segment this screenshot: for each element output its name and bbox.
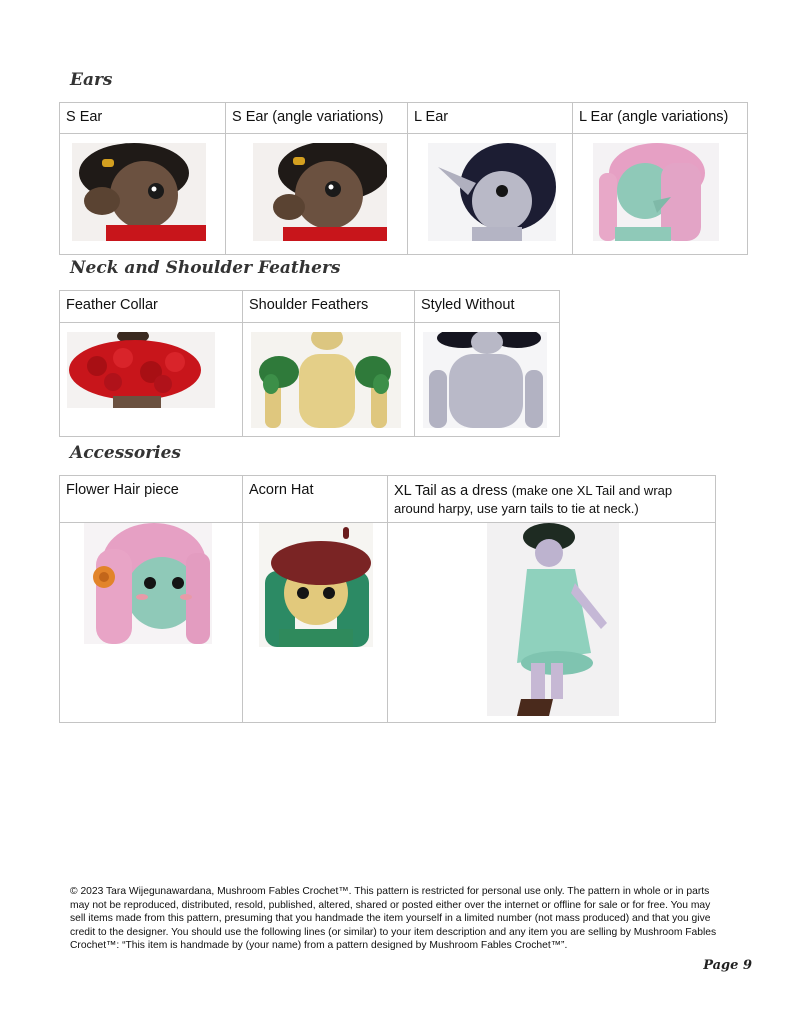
feathers-header-cell [243, 291, 415, 323]
col-xl-tail-dress [388, 476, 715, 518]
xl-tail-note: (make one XL Tail and wrap around harpy, use yarn tails to tie at neck.) [394, 483, 673, 516]
accessories-header-cell [388, 476, 716, 523]
col-styled-without: Styled Without [421, 297, 515, 313]
styled-without-photo [423, 332, 547, 428]
col-shoulder-feathers: Shoulder Feathers [249, 297, 369, 313]
section-title-ears: Ears [70, 70, 113, 90]
ears-image-cell [226, 134, 408, 255]
ears-header-cell [573, 103, 748, 134]
section-title-accessories: Accessories [70, 443, 181, 463]
accessories-image-cell [243, 523, 388, 723]
section-title-feathers: Neck and Shoulder Feathers [70, 258, 341, 278]
col-acorn-hat: Acorn Hat [249, 482, 314, 498]
feathers-image-cell [243, 323, 415, 437]
col-feather-collar: Feather Collar [66, 297, 158, 313]
ears-header-cell [60, 103, 226, 134]
l-ear-photo [428, 143, 556, 241]
ears-image-cell [573, 134, 748, 255]
col-s-ear-angle: S Ear (angle variations) [232, 109, 384, 125]
feathers-header-cell [415, 291, 560, 323]
feathers-header-cell [60, 291, 243, 323]
feathers-image-cell [415, 323, 560, 437]
accessories-table [59, 475, 716, 723]
col-flower-hair-piece: Flower Hair piece [66, 482, 179, 498]
ears-header-cell [226, 103, 408, 134]
feathers-table [59, 290, 560, 437]
l-ear-angle-photo [593, 143, 719, 241]
feathers-image-cell [60, 323, 243, 437]
ears-table [59, 102, 748, 255]
s-ear-photo [72, 143, 206, 241]
xl-tail-label: XL Tail as a dress [394, 483, 508, 499]
xl-tail-dress-photo [487, 523, 619, 716]
acorn-hat-photo [259, 523, 373, 647]
accessories-image-cell [60, 523, 243, 723]
accessories-header-cell [243, 476, 388, 523]
s-ear-angle-photo [253, 143, 387, 241]
col-l-ear-angle: L Ear (angle variations) [579, 109, 729, 125]
ears-header-cell [408, 103, 573, 134]
accessories-header-cell [60, 476, 243, 523]
flower-hair-photo [84, 523, 212, 644]
ears-image-cell [60, 134, 226, 255]
ears-image-cell [408, 134, 573, 255]
feather-collar-photo [67, 332, 215, 408]
page-number: Page 9 [703, 958, 752, 973]
col-s-ear: S Ear [66, 109, 103, 125]
col-l-ear: L Ear [414, 109, 449, 125]
accessories-image-cell [388, 523, 716, 723]
shoulder-feathers-photo [251, 332, 401, 428]
copyright-notice: © 2023 Tara Wijegunawardana, Mushroom Fables Crochet™. This pattern is restricted for personal use only. The pattern in whole or in parts may not be reproduced, distributed, resold, published, altered, shared or posted either over the internet or offline for sale or for free. You may sell items made from this pattern, presuming that you handmade the item yourself in a limited number (not mass produced) and that you give credit to the designer. You should use the following lines (or similar) to your item description and any item you are selling by Mushroom Fables Crochet™: “This item is handmade by (your name) from a pattern designed by Mushroom Fables Crochet™”. [70, 886, 717, 952]
